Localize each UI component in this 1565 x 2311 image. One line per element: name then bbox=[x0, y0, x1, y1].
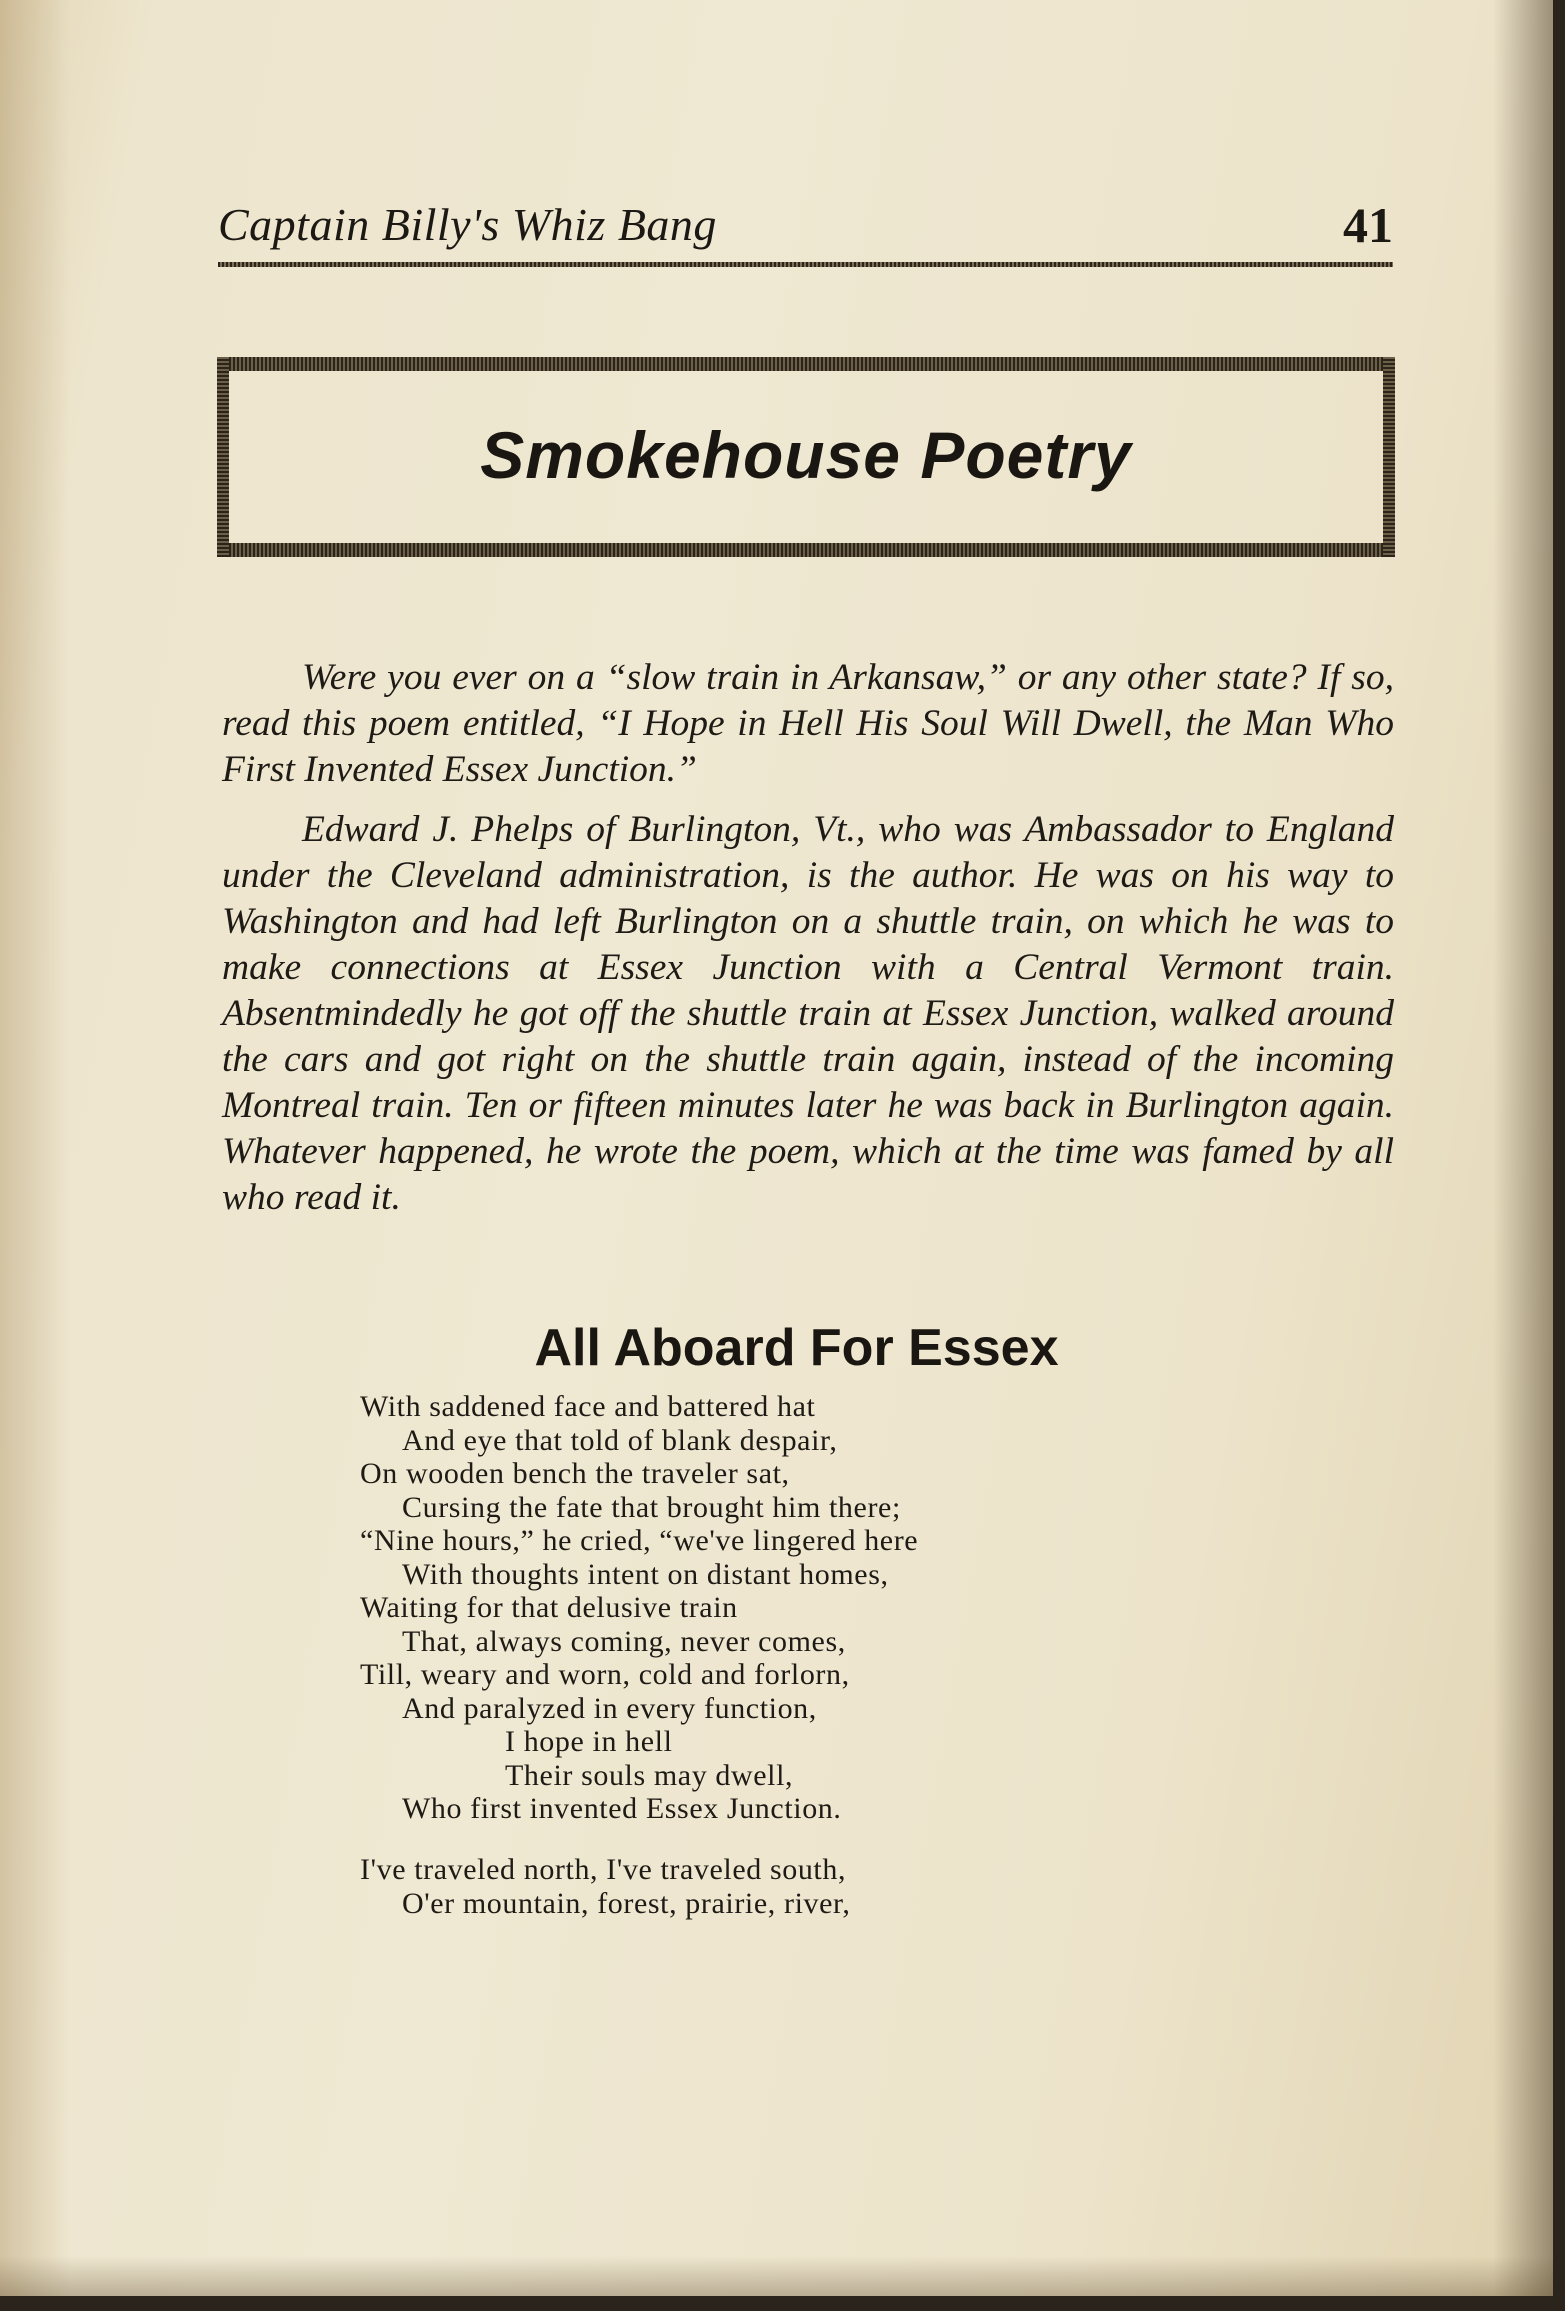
poem-line: Who first invented Essex Junction. bbox=[402, 1792, 842, 1825]
poem-line: O'er mountain, forest, prairie, river, bbox=[402, 1886, 851, 1920]
poem-line: Till, weary and worn, cold and forlorn, bbox=[360, 1658, 850, 1691]
title-box-border-bottom bbox=[217, 543, 1395, 557]
intro-paragraph: Were you ever on a “slow train in Arkansaw,” or any other state? If so, read this poem entitled, “I Hope in Hell His Soul Will Dwell, the Man Who First Invented Essex Junction.” bbox=[222, 657, 1394, 790]
poem-stanza-1 bbox=[360, 1390, 918, 1826]
page-shade-bottom bbox=[0, 2256, 1553, 2296]
poem-line: With thoughts intent on distant homes, bbox=[402, 1557, 889, 1591]
poem-line: I hope in hell bbox=[505, 1725, 673, 1758]
poem-line: “Nine hours,” he cried, “we've lingered here bbox=[360, 1524, 919, 1557]
section-title: Smokehouse Poetry bbox=[480, 418, 1132, 492]
poem-line: I've traveled north, I've traveled south, bbox=[360, 1853, 847, 1886]
running-head bbox=[218, 198, 1393, 258]
running-title: Captain Billy's Whiz Bang bbox=[218, 199, 717, 250]
poem-line: And eye that told of blank despair, bbox=[402, 1423, 838, 1457]
page-shade-right bbox=[1493, 0, 1553, 2296]
poem-line: Their souls may dwell, bbox=[505, 1758, 794, 1792]
poem-line: That, always coming, never comes, bbox=[402, 1624, 846, 1658]
poem-line: On wooden bench the traveler sat, bbox=[360, 1457, 790, 1490]
page-number: 41 bbox=[1343, 197, 1393, 253]
intro-paragraph: Edward J. Phelps of Burlington, Vt., who was Ambassador to England under the Cleveland administration, is the author. He was on his way to Washington and had left Burlington on a shuttle train, on which he was to make connections at Essex Junction with a Central Vermont train. Absentmindedly he got off the shuttle train at Essex Junction, walked around the cars and got right on the shuttle train again, instead of the incoming Montreal train. Ten or fifteen minutes later he was back in Burlington again. Whatever happened, he wrote the poem, which at the time was famed by all who read it. bbox=[222, 809, 1394, 1218]
poem-line: With saddened face and battered hat bbox=[360, 1390, 816, 1423]
title-box-border-top bbox=[217, 357, 1395, 371]
poem-title: All Aboard For Essex bbox=[534, 1319, 1059, 1377]
poem-line: And paralyzed in every function, bbox=[402, 1691, 817, 1725]
page-shade-left bbox=[0, 0, 70, 2296]
poem-line: Waiting for that delusive train bbox=[360, 1591, 738, 1624]
poem-stanza-2 bbox=[360, 1853, 851, 1920]
header-rule bbox=[218, 262, 1393, 267]
poem-line: Cursing the fate that brought him there; bbox=[402, 1490, 901, 1524]
intro-text bbox=[222, 655, 1394, 1235]
section-title-box bbox=[217, 357, 1395, 557]
